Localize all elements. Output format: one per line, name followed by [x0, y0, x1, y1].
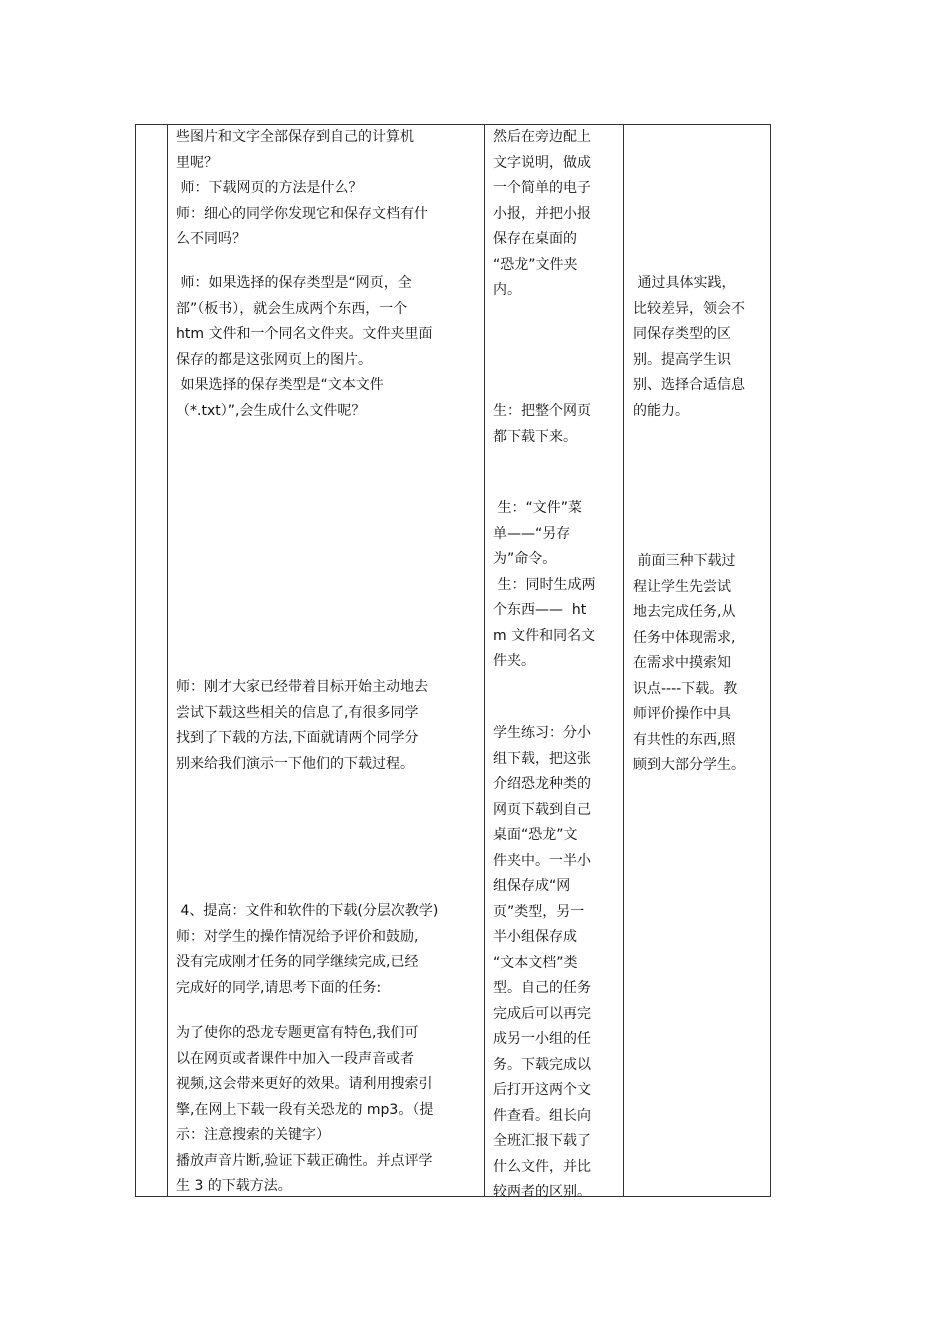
- student-activity-cell: [485, 125, 624, 1200]
- student-text-block: 然后在旁边配上 文字说明，做成 一个简单的电子 小报，并把小报 保存在桌面的 “恐龙”文件夹 内。: [493, 129, 591, 298]
- teacher-text-block: 4、提高：文件和软件的下载(分层次教学) 师：对学生的操作情况给予评价和鼓励, 没有完成刚才任务的同学继续完成,已经 完成好的同学,请思考下面的任务:: [176, 903, 439, 996]
- student-text-block: 生：把整个网页 都下载下来。: [493, 403, 591, 445]
- table-row: [136, 125, 771, 1197]
- teacher-text-block: 师：刚才大家已经带着目标开始主动地去 尝试下载这些相关的信息了,有很多同学 找到了下载的方法,下面就请两个同学分 别来给我们演示一下他们的下载过程。: [176, 679, 428, 772]
- design-intent-cell: [624, 125, 771, 1197]
- student-text-block: 生：“文件”菜 单——“另存 为”命令。 生：同时生成两 个东西—— ht m 文件和同名文 件夹。: [493, 500, 596, 669]
- student-text-block: 学生练习：分小 组下载，把这张 介绍恐龙种类的 网页下载到自己 桌面“恐龙”文 件夹中。一半小 组保存成“网 页”类型，另一 半小组保存成 “文本文档”类 型。自己的任务 完成后可以再完 成另一小组的任 务。下载完成以 后打开这两个文 件查看。组长向 全班汇报下载了 什么文件，并比 较两者的区别。: [493, 725, 591, 1200]
- teacher-activity-cell: [168, 125, 485, 1197]
- teacher-text-block: 为了使你的恐龙专题更富有特色,我们可 以在网页或者课件中加入一段声音或者 视频,这会带来更好的效果。请利用搜索引 擎,在网上下载一段有关恐龙的 mp3。（提 示：注意搜索的关键字） 播放声音片断,验证下载正确性。并点评学 生 3 的下载方法。: [176, 1025, 434, 1194]
- teacher-text-block: 些图片和文字全部保存到自己的计算机 里呢？ 师：下载网页的方法是什么？ 师：细心的同学你发现它和保存文档有什 么不同吗？: [176, 129, 428, 247]
- index-column-cell: [136, 125, 168, 1197]
- intent-text-block: 通过具体实践， 比较差异，领会不 同保存类型的区 别。提高学生识 别、选择合适信息 的能力。: [633, 275, 745, 419]
- teacher-text-block: 师：如果选择的保存类型是“网页，全 部”（板书），就会生成两个东西，一个 htm 文件和一个同名文件夹。文件夹里面 保存的都是这张网页上的图片。 如果选择的保存类型是“文本文件 （*.txt）”,会生成什么文件呢？: [176, 275, 433, 419]
- intent-text-block: 前面三种下载过 程让学生先尝试 地去完成任务,从 任务中体现需求, 在需求中摸索知 识点----下载。教 师评价操作中具 有共性的东西,照 顾到大部分学生。: [633, 553, 745, 773]
- lesson-plan-table: [135, 124, 771, 1200]
